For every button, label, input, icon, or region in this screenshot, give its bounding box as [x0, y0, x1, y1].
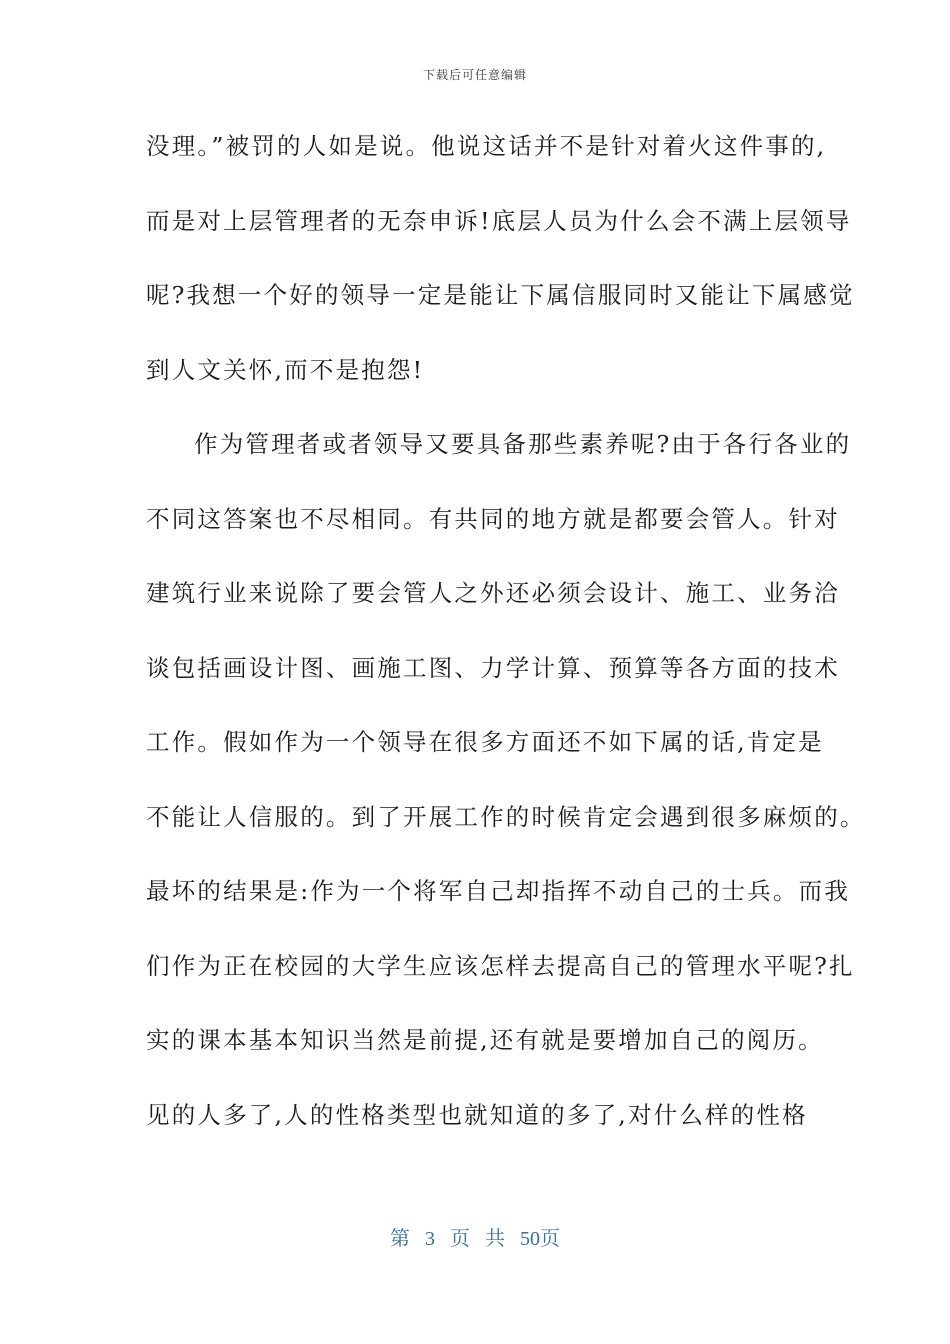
text-line: 不能让人信服的。到了开展工作的时候肯定会遇到很多麻烦的。: [146, 802, 866, 831]
text-line: 没理。”被罚的人如是说。他说这话并不是针对着火这件事的,: [146, 132, 827, 160]
text-line: 不同这答案也不尽相同。有共同的地方就是都要会管人。针对: [146, 504, 840, 533]
footer-total-pages: 50页: [520, 1228, 560, 1250]
footer-ye: 页: [450, 1228, 470, 1250]
text-line: 最坏的结果是:作为一个将军自己却指挥不动自己的士兵。而我: [146, 877, 851, 905]
text-line: 见的人多了,人的性格类型也就知道的多了,对什么样的性格: [146, 1100, 808, 1129]
text-line: 而是对上层管理者的无奈申诉!底层人员为什么会不满上层领导: [146, 206, 852, 235]
text-line: 建筑行业来说除了要会管人之外还必须会设计、施工、业务洽: [146, 579, 840, 607]
text-line: 们作为正在校园的大学生应该怎样去提高自己的管理水平呢?扎: [146, 951, 855, 980]
text-line: 到人文关怀,而不是抱怨!: [146, 355, 425, 384]
footer-current-page: 3: [425, 1228, 435, 1250]
body-text: [146, 114, 866, 1157]
text-line: 谈包括画设计图、画施工图、力学计算、预算等各方面的技术: [146, 653, 840, 682]
footer-gong: 共: [485, 1228, 505, 1250]
paragraph-first-line: 作为管理者或者领导又要具备那些素养呢?由于各行各业的: [194, 430, 852, 458]
footer-di: 第: [390, 1228, 410, 1250]
text-line: 呢?我想一个好的领导一定是能让下属信服同时又能让下属感觉: [146, 281, 855, 309]
text-line: 实的课本基本知识当然是前提,还有就是要增加自己的阅历。: [146, 1026, 824, 1054]
page-header: 下载后可任意编辑: [422, 68, 527, 82]
text-line: 工作。假如作为一个领导在很多方面还不如下属的话,肯定是: [146, 728, 824, 756]
page-footer: [0, 1226, 950, 1252]
